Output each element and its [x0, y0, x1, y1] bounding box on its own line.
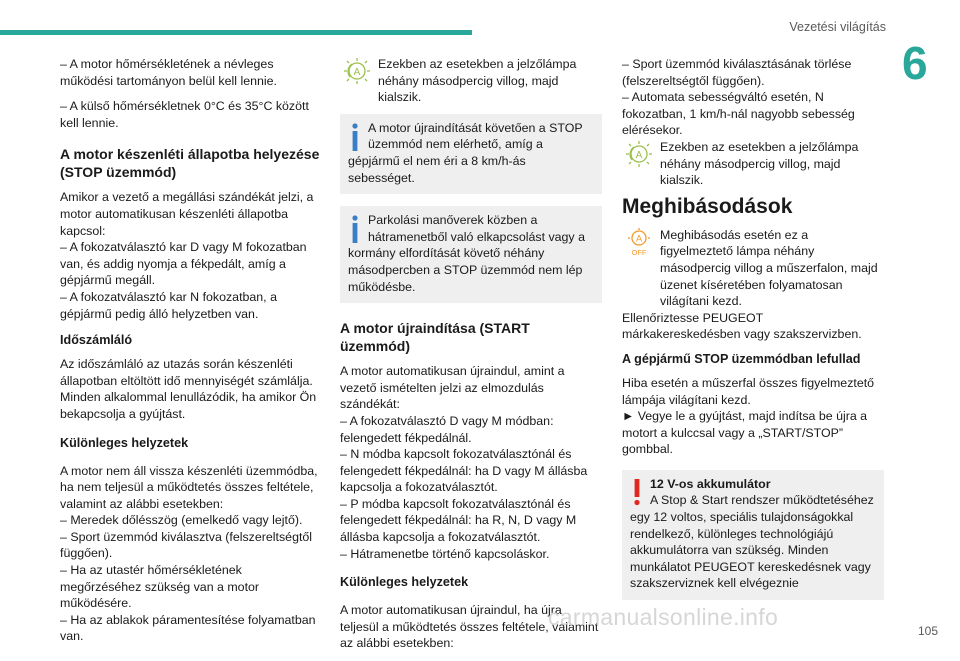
- svg-text:A: A: [353, 67, 361, 78]
- paragraph: Hiba esetén a műszerfal összes figyelmeztető lámpája világítani kezd.: [622, 375, 875, 407]
- stop-start-indicator-icon: [622, 139, 656, 169]
- paragraph: A motor nem áll vissza készenléti üzemmódba, ha nem teljesül a működtetés összes feltétele, valamint az alábbi esetekben:: [60, 463, 318, 511]
- chapter-number: 6: [902, 37, 928, 89]
- paragraph: – N módba kapcsolt fokozatválasztónál és felengedett fékpedálnál: ha D vagy M állásba kapcsolja a fokozatválasztót.: [340, 447, 588, 495]
- watermark: carmanualsonline.info: [548, 604, 779, 630]
- info-icon: [348, 122, 362, 152]
- alert-icon: [630, 478, 644, 506]
- paragraph: – Ha az utastér hőmérsékletének megőrzéséhez szükség van a motor működésére.: [60, 563, 260, 611]
- heading-standby: A motor készenléti állapotba helyezése (STOP üzemmód): [60, 146, 320, 181]
- heading-timer: Időszámláló: [60, 333, 133, 348]
- heading-faults: Meghibásodások: [622, 194, 793, 218]
- column-1: [60, 56, 322, 654]
- indicator-note: [622, 139, 884, 189]
- paragraph: – A motor hőmérsékletének a névleges működési tartományon belül kell lennie.: [60, 57, 277, 88]
- column-3: [622, 56, 884, 612]
- section-title: Vezetési világítás: [789, 20, 886, 34]
- paragraph: Ellenőriztesse PEUGEOT márkakereskedésben vagy szakszervizben.: [622, 310, 862, 342]
- paragraph: – A fokozatválasztó kar D vagy M fokozatban van, és addig nyomja a fékpedált, amíg a gépjármű megáll.: [60, 240, 307, 288]
- alert-title: 12 V-os akkumulátor: [650, 476, 771, 491]
- paragraph: – Sport üzemmód kiválasztásának törlése (felszereltségtől függően).: [622, 57, 852, 88]
- page-number: 105: [917, 624, 938, 638]
- stop-start-off-warning-icon: [622, 227, 656, 257]
- indicator-note-text: Ezekben az esetekben a jelzőlámpa néhány másodpercig villog, majd kialszik.: [378, 57, 577, 105]
- paragraph: – Meredek dőlésszög (emelkedő vagy lejtő).: [60, 513, 303, 528]
- svg-text:OFF: OFF: [631, 247, 647, 257]
- svg-text:A: A: [635, 233, 643, 244]
- alert-text: A Stop & Start rendszer működtetéséhez egy 12 voltos, speciális tulajdonságokkal rendelkező, különleges technológiájú akkumulátorra van szükség. Minden munkálatot PEUGEOT kereskedésnek vagy szakszerviznek kell elvégeznie: [630, 493, 874, 591]
- paragraph: – Ha az ablakok páramentesítése folyamatban van.: [60, 612, 316, 644]
- heading-special-2: Különleges helyzetek: [340, 575, 469, 590]
- info-box-1: [340, 114, 602, 194]
- battery-alert-box: [622, 470, 884, 600]
- header-accent-bar: [0, 30, 472, 35]
- fault-note-text: Meghibásodás esetén ez a figyelmeztető lámpa néhány másodpercig villog a műszerfalon, majd üzenet kíséretében folyamatosan világítani kezd.: [660, 227, 878, 309]
- paragraph: Az időszámláló az utazás során készenléti állapotban eltöltött idő mennyiségét számlálja. Minden alkalommal lenullázódik, ha amikor Ön bekapcsolja a gyújtást.: [60, 357, 317, 421]
- info-text-1: A motor újraindítását követően a STOP üzemmód nem elérhető, amíg a gépjármű el nem éri a 8 km/h-ás sebességet.: [348, 120, 583, 185]
- paragraph: A motor automatikusan újraindul, ha újra teljesül a működtetés összes feltétele, valamint az alábbi esetekben:: [340, 603, 599, 651]
- indicator-note: [340, 56, 602, 106]
- paragraph: – A fokozatválasztó D vagy M módban: felengedett fékpedálnál.: [340, 413, 554, 445]
- paragraph: ► Vegye le a gyújtást, majd indítsa be újra a motort a kulccsal vagy a „START/STOP” gombbal.: [622, 409, 868, 457]
- heading-special-1: Különleges helyzetek: [60, 435, 189, 450]
- svg-text:A: A: [635, 149, 643, 161]
- column-2: [340, 56, 602, 661]
- stop-start-indicator-icon: [340, 56, 374, 86]
- paragraph: – Automata sebességváltó esetén, N fokozatban, 1 km/h-nál nagyobb sebesség elérésekor.: [622, 90, 855, 138]
- paragraph: – Hátramenetbe történő kapcsoláskor.: [340, 546, 550, 561]
- info-text-2: Parkolási manőverek közben a hátramenetből való elkapcsolást vagy a kormány elfordítását követő néhány másodpercben a STOP üzemmód nem lép működésbe.: [348, 213, 585, 294]
- indicator-note-text: Ezekben az esetekben a jelzőlámpa néhány másodpercig villog, majd kialszik.: [660, 139, 859, 188]
- paragraph: – A fokozatválasztó kar N fokozatban, a gépjármű pedig álló helyzetben van.: [60, 289, 277, 321]
- heading-restart: A motor újraindítása (START üzemmód): [340, 320, 530, 355]
- info-box-2: [340, 206, 602, 303]
- paragraph: Amikor a vezető a megállási szándékát jelzi, a motor automatikusan készenléti állapotba kapcsol:: [60, 190, 314, 238]
- paragraph: – P módba kapcsolt fokozatválasztónál és felengedett fékpedálnál: ha R, N, D vagy M állásba kapcsolja a fokozatválasztót.: [340, 496, 577, 545]
- info-icon: [348, 214, 362, 244]
- paragraph: – Sport üzemmód kiválasztva (felszereltségtől függően).: [60, 529, 313, 561]
- heading-stop-fault: A gépjármű STOP üzemmódban lefullad: [622, 351, 861, 366]
- paragraph: – A külső hőmérsékletnek 0°C és 35°C között kell lennie.: [60, 99, 309, 130]
- paragraph: A motor automatikusan újraindul, amint a vezető ismételten jelzi az elmozdulás szándékát:: [340, 364, 565, 412]
- fault-note: [622, 227, 884, 310]
